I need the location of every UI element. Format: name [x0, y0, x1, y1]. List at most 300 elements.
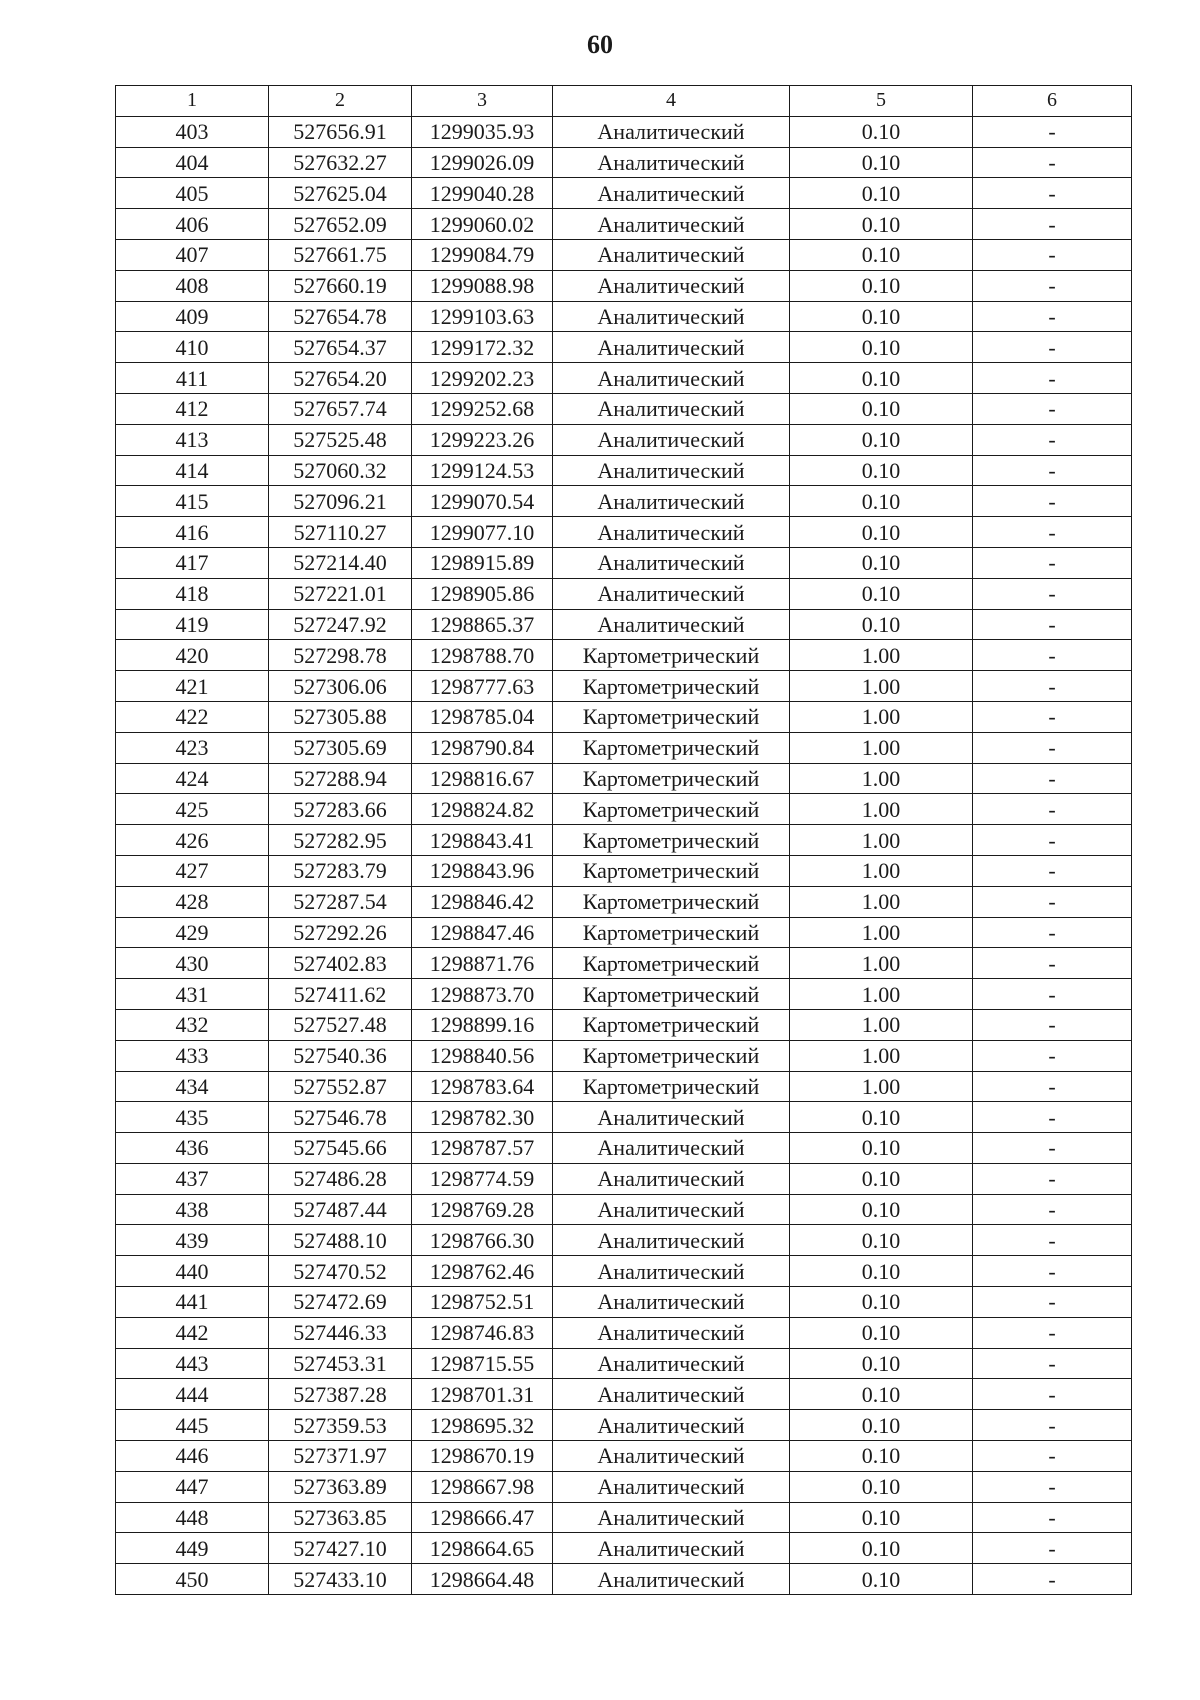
point-number-cell: 403 — [116, 116, 269, 147]
point-number-cell: 447 — [116, 1471, 269, 1502]
table-row — [116, 979, 1132, 1010]
x-coordinate-cell: 527660.19 — [269, 270, 412, 301]
point-number-cell: 434 — [116, 1071, 269, 1102]
method-cell: Картометрический — [553, 701, 790, 732]
note-cell: - — [973, 1040, 1132, 1071]
note-cell: - — [973, 332, 1132, 363]
note-cell: - — [973, 147, 1132, 178]
method-cell: Аналитический — [553, 609, 790, 640]
note-cell: - — [973, 209, 1132, 240]
note-cell: - — [973, 979, 1132, 1010]
method-cell: Картометрический — [553, 671, 790, 702]
x-coordinate-cell: 527488.10 — [269, 1225, 412, 1256]
point-number-cell: 409 — [116, 301, 269, 332]
table-row — [116, 209, 1132, 240]
accuracy-cell: 0.10 — [790, 1256, 973, 1287]
method-cell: Картометрический — [553, 825, 790, 856]
x-coordinate-cell: 527292.26 — [269, 917, 412, 948]
y-coordinate-cell: 1298790.84 — [412, 732, 553, 763]
method-cell: Аналитический — [553, 1502, 790, 1533]
x-coordinate-cell: 527525.48 — [269, 424, 412, 455]
point-number-cell: 417 — [116, 547, 269, 578]
x-coordinate-cell: 527060.32 — [269, 455, 412, 486]
table-row — [116, 948, 1132, 979]
point-number-cell: 418 — [116, 578, 269, 609]
x-coordinate-cell: 527661.75 — [269, 239, 412, 270]
x-coordinate-cell: 527096.21 — [269, 486, 412, 517]
y-coordinate-cell: 1298701.31 — [412, 1379, 553, 1410]
table-row — [116, 1379, 1132, 1410]
note-cell: - — [973, 1071, 1132, 1102]
y-coordinate-cell: 1298769.28 — [412, 1194, 553, 1225]
point-number-cell: 438 — [116, 1194, 269, 1225]
point-number-cell: 424 — [116, 763, 269, 794]
accuracy-cell: 1.00 — [790, 701, 973, 732]
method-cell: Аналитический — [553, 147, 790, 178]
x-coordinate-cell: 527453.31 — [269, 1348, 412, 1379]
note-cell: - — [973, 1410, 1132, 1441]
table-row — [116, 732, 1132, 763]
x-coordinate-cell: 527282.95 — [269, 825, 412, 856]
point-number-cell: 428 — [116, 886, 269, 917]
note-cell: - — [973, 1379, 1132, 1410]
accuracy-cell: 1.00 — [790, 732, 973, 763]
y-coordinate-cell: 1298695.32 — [412, 1410, 553, 1441]
point-number-cell: 441 — [116, 1287, 269, 1318]
table-row — [116, 917, 1132, 948]
y-coordinate-cell: 1298774.59 — [412, 1163, 553, 1194]
point-number-cell: 404 — [116, 147, 269, 178]
point-number-cell: 433 — [116, 1040, 269, 1071]
accuracy-cell: 0.10 — [790, 1379, 973, 1410]
note-cell: - — [973, 517, 1132, 548]
note-cell: - — [973, 1441, 1132, 1472]
method-cell: Картометрический — [553, 948, 790, 979]
table-row — [116, 1225, 1132, 1256]
note-cell: - — [973, 363, 1132, 394]
table-row — [116, 147, 1132, 178]
note-cell: - — [973, 1133, 1132, 1164]
point-number-cell: 440 — [116, 1256, 269, 1287]
point-number-cell: 421 — [116, 671, 269, 702]
note-cell: - — [973, 178, 1132, 209]
method-cell: Аналитический — [553, 1441, 790, 1472]
table-row — [116, 1009, 1132, 1040]
method-cell: Аналитический — [553, 1194, 790, 1225]
accuracy-cell: 0.10 — [790, 363, 973, 394]
x-coordinate-cell: 527363.85 — [269, 1502, 412, 1533]
method-cell: Аналитический — [553, 301, 790, 332]
method-cell: Аналитический — [553, 393, 790, 424]
note-cell: - — [973, 116, 1132, 147]
point-number-cell: 419 — [116, 609, 269, 640]
column-header: 4 — [553, 86, 790, 117]
table-row — [116, 763, 1132, 794]
y-coordinate-cell: 1298905.86 — [412, 578, 553, 609]
y-coordinate-cell: 1299088.98 — [412, 270, 553, 301]
note-cell: - — [973, 1102, 1132, 1133]
method-cell: Аналитический — [553, 332, 790, 363]
method-cell: Аналитический — [553, 1533, 790, 1564]
table-row — [116, 701, 1132, 732]
table-row — [116, 1071, 1132, 1102]
x-coordinate-cell: 527654.78 — [269, 301, 412, 332]
x-coordinate-cell: 527110.27 — [269, 517, 412, 548]
point-number-cell: 427 — [116, 855, 269, 886]
method-cell: Картометрический — [553, 763, 790, 794]
table-row — [116, 794, 1132, 825]
method-cell: Картометрический — [553, 1040, 790, 1071]
x-coordinate-cell: 527214.40 — [269, 547, 412, 578]
method-cell: Аналитический — [553, 1225, 790, 1256]
x-coordinate-cell: 527283.66 — [269, 794, 412, 825]
y-coordinate-cell: 1298846.42 — [412, 886, 553, 917]
note-cell: - — [973, 1317, 1132, 1348]
y-coordinate-cell: 1299124.53 — [412, 455, 553, 486]
note-cell: - — [973, 455, 1132, 486]
y-coordinate-cell: 1299040.28 — [412, 178, 553, 209]
accuracy-cell: 0.10 — [790, 1133, 973, 1164]
point-number-cell: 436 — [116, 1133, 269, 1164]
accuracy-cell: 0.10 — [790, 1410, 973, 1441]
x-coordinate-cell: 527306.06 — [269, 671, 412, 702]
x-coordinate-cell: 527487.44 — [269, 1194, 412, 1225]
table-row — [116, 1441, 1132, 1472]
x-coordinate-cell: 527545.66 — [269, 1133, 412, 1164]
method-cell: Аналитический — [553, 270, 790, 301]
y-coordinate-cell: 1299223.26 — [412, 424, 553, 455]
accuracy-cell: 1.00 — [790, 979, 973, 1010]
point-number-cell: 422 — [116, 701, 269, 732]
method-cell: Картометрический — [553, 855, 790, 886]
table-row — [116, 1133, 1132, 1164]
table-row — [116, 609, 1132, 640]
point-number-cell: 415 — [116, 486, 269, 517]
table-row — [116, 301, 1132, 332]
y-coordinate-cell: 1298664.65 — [412, 1533, 553, 1564]
point-number-cell: 412 — [116, 393, 269, 424]
y-coordinate-cell: 1298664.48 — [412, 1564, 553, 1595]
table-row — [116, 270, 1132, 301]
table-row — [116, 1256, 1132, 1287]
method-cell: Аналитический — [553, 1317, 790, 1348]
note-cell: - — [973, 1533, 1132, 1564]
accuracy-cell: 0.10 — [790, 1441, 973, 1472]
point-number-cell: 442 — [116, 1317, 269, 1348]
x-coordinate-cell: 527402.83 — [269, 948, 412, 979]
x-coordinate-cell: 527305.88 — [269, 701, 412, 732]
table-row — [116, 1163, 1132, 1194]
point-number-cell: 423 — [116, 732, 269, 763]
method-cell: Аналитический — [553, 1163, 790, 1194]
x-coordinate-cell: 527283.79 — [269, 855, 412, 886]
table-row — [116, 239, 1132, 270]
x-coordinate-cell: 527433.10 — [269, 1564, 412, 1595]
accuracy-cell: 0.10 — [790, 424, 973, 455]
accuracy-cell: 0.10 — [790, 1287, 973, 1318]
y-coordinate-cell: 1298847.46 — [412, 917, 553, 948]
column-header: 3 — [412, 86, 553, 117]
method-cell: Картометрический — [553, 979, 790, 1010]
note-cell: - — [973, 701, 1132, 732]
x-coordinate-cell: 527540.36 — [269, 1040, 412, 1071]
column-header: 6 — [973, 86, 1132, 117]
accuracy-cell: 0.10 — [790, 547, 973, 578]
x-coordinate-cell: 527371.97 — [269, 1441, 412, 1472]
y-coordinate-cell: 1298783.64 — [412, 1071, 553, 1102]
point-number-cell: 448 — [116, 1502, 269, 1533]
accuracy-cell: 0.10 — [790, 301, 973, 332]
method-cell: Аналитический — [553, 363, 790, 394]
table-row — [116, 1102, 1132, 1133]
table-row — [116, 455, 1132, 486]
x-coordinate-cell: 527411.62 — [269, 979, 412, 1010]
accuracy-cell: 0.10 — [790, 147, 973, 178]
accuracy-cell: 0.10 — [790, 239, 973, 270]
y-coordinate-cell: 1298865.37 — [412, 609, 553, 640]
accuracy-cell: 1.00 — [790, 763, 973, 794]
y-coordinate-cell: 1299252.68 — [412, 393, 553, 424]
point-number-cell: 443 — [116, 1348, 269, 1379]
note-cell: - — [973, 917, 1132, 948]
x-coordinate-cell: 527527.48 — [269, 1009, 412, 1040]
y-coordinate-cell: 1298787.57 — [412, 1133, 553, 1164]
y-coordinate-cell: 1299202.23 — [412, 363, 553, 394]
note-cell: - — [973, 732, 1132, 763]
accuracy-cell: 0.10 — [790, 486, 973, 517]
accuracy-cell: 0.10 — [790, 1194, 973, 1225]
method-cell: Аналитический — [553, 455, 790, 486]
note-cell: - — [973, 1348, 1132, 1379]
accuracy-cell: 0.10 — [790, 393, 973, 424]
y-coordinate-cell: 1298873.70 — [412, 979, 553, 1010]
accuracy-cell: 1.00 — [790, 794, 973, 825]
point-number-cell: 429 — [116, 917, 269, 948]
note-cell: - — [973, 486, 1132, 517]
x-coordinate-cell: 527486.28 — [269, 1163, 412, 1194]
accuracy-cell: 0.10 — [790, 270, 973, 301]
table-row — [116, 1502, 1132, 1533]
y-coordinate-cell: 1298840.56 — [412, 1040, 553, 1071]
table-row — [116, 1471, 1132, 1502]
method-cell: Картометрический — [553, 732, 790, 763]
y-coordinate-cell: 1299103.63 — [412, 301, 553, 332]
method-cell: Аналитический — [553, 209, 790, 240]
x-coordinate-cell: 527656.91 — [269, 116, 412, 147]
x-coordinate-cell: 527552.87 — [269, 1071, 412, 1102]
y-coordinate-cell: 1298843.96 — [412, 855, 553, 886]
accuracy-cell: 0.10 — [790, 178, 973, 209]
table-row — [116, 332, 1132, 363]
method-cell: Аналитический — [553, 1256, 790, 1287]
method-cell: Аналитический — [553, 1564, 790, 1595]
y-coordinate-cell: 1298777.63 — [412, 671, 553, 702]
y-coordinate-cell: 1298915.89 — [412, 547, 553, 578]
accuracy-cell: 0.10 — [790, 1502, 973, 1533]
accuracy-cell: 1.00 — [790, 671, 973, 702]
point-number-cell: 435 — [116, 1102, 269, 1133]
table-row — [116, 855, 1132, 886]
note-cell: - — [973, 1564, 1132, 1595]
x-coordinate-cell: 527470.52 — [269, 1256, 412, 1287]
accuracy-cell: 1.00 — [790, 948, 973, 979]
accuracy-cell: 0.10 — [790, 1102, 973, 1133]
point-number-cell: 411 — [116, 363, 269, 394]
method-cell: Аналитический — [553, 486, 790, 517]
method-cell: Аналитический — [553, 1133, 790, 1164]
note-cell: - — [973, 578, 1132, 609]
y-coordinate-cell: 1298788.70 — [412, 640, 553, 671]
accuracy-cell: 1.00 — [790, 855, 973, 886]
table-row — [116, 1533, 1132, 1564]
accuracy-cell: 1.00 — [790, 917, 973, 948]
point-number-cell: 445 — [116, 1410, 269, 1441]
accuracy-cell: 1.00 — [790, 1009, 973, 1040]
accuracy-cell: 1.00 — [790, 825, 973, 856]
method-cell: Аналитический — [553, 578, 790, 609]
x-coordinate-cell: 527632.27 — [269, 147, 412, 178]
accuracy-cell: 0.10 — [790, 578, 973, 609]
note-cell: - — [973, 1194, 1132, 1225]
table-row — [116, 671, 1132, 702]
y-coordinate-cell: 1299070.54 — [412, 486, 553, 517]
y-coordinate-cell: 1299172.32 — [412, 332, 553, 363]
point-number-cell: 414 — [116, 455, 269, 486]
y-coordinate-cell: 1299035.93 — [412, 116, 553, 147]
point-number-cell: 413 — [116, 424, 269, 455]
x-coordinate-cell: 527427.10 — [269, 1533, 412, 1564]
column-header: 1 — [116, 86, 269, 117]
method-cell: Аналитический — [553, 517, 790, 548]
table-row — [116, 486, 1132, 517]
point-number-cell: 449 — [116, 1533, 269, 1564]
accuracy-cell: 0.10 — [790, 116, 973, 147]
accuracy-cell: 0.10 — [790, 1225, 973, 1256]
note-cell: - — [973, 1502, 1132, 1533]
accuracy-cell: 0.10 — [790, 1471, 973, 1502]
note-cell: - — [973, 886, 1132, 917]
page-number: 60 — [587, 30, 613, 59]
table-row — [116, 886, 1132, 917]
table-row — [116, 424, 1132, 455]
note-cell: - — [973, 855, 1132, 886]
method-cell: Картометрический — [553, 1009, 790, 1040]
x-coordinate-cell: 527221.01 — [269, 578, 412, 609]
note-cell: - — [973, 1009, 1132, 1040]
method-cell: Картометрический — [553, 917, 790, 948]
point-number-cell: 408 — [116, 270, 269, 301]
note-cell: - — [973, 1287, 1132, 1318]
point-number-cell: 437 — [116, 1163, 269, 1194]
column-header: 2 — [269, 86, 412, 117]
note-cell: - — [973, 825, 1132, 856]
point-number-cell: 406 — [116, 209, 269, 240]
method-cell: Картометрический — [553, 1071, 790, 1102]
y-coordinate-cell: 1299077.10 — [412, 517, 553, 548]
y-coordinate-cell: 1298816.67 — [412, 763, 553, 794]
x-coordinate-cell: 527387.28 — [269, 1379, 412, 1410]
point-number-cell: 407 — [116, 239, 269, 270]
table-row — [116, 1410, 1132, 1441]
y-coordinate-cell: 1298899.16 — [412, 1009, 553, 1040]
accuracy-cell: 0.10 — [790, 1317, 973, 1348]
point-number-cell: 444 — [116, 1379, 269, 1410]
x-coordinate-cell: 527287.54 — [269, 886, 412, 917]
note-cell: - — [973, 640, 1132, 671]
point-number-cell: 450 — [116, 1564, 269, 1595]
x-coordinate-cell: 527657.74 — [269, 393, 412, 424]
note-cell: - — [973, 239, 1132, 270]
y-coordinate-cell: 1298766.30 — [412, 1225, 553, 1256]
x-coordinate-cell: 527472.69 — [269, 1287, 412, 1318]
x-coordinate-cell: 527546.78 — [269, 1102, 412, 1133]
point-number-cell: 426 — [116, 825, 269, 856]
table-row — [116, 547, 1132, 578]
note-cell: - — [973, 609, 1132, 640]
x-coordinate-cell: 527654.20 — [269, 363, 412, 394]
x-coordinate-cell: 527359.53 — [269, 1410, 412, 1441]
table-row — [116, 1348, 1132, 1379]
x-coordinate-cell: 527652.09 — [269, 209, 412, 240]
accuracy-cell: 1.00 — [790, 1071, 973, 1102]
point-number-cell: 405 — [116, 178, 269, 209]
accuracy-cell: 0.10 — [790, 1533, 973, 1564]
point-number-cell: 430 — [116, 948, 269, 979]
x-coordinate-cell: 527247.92 — [269, 609, 412, 640]
y-coordinate-cell: 1299060.02 — [412, 209, 553, 240]
table-row — [116, 1194, 1132, 1225]
point-number-cell: 425 — [116, 794, 269, 825]
table-row — [116, 178, 1132, 209]
y-coordinate-cell: 1298670.19 — [412, 1441, 553, 1472]
y-coordinate-cell: 1298782.30 — [412, 1102, 553, 1133]
y-coordinate-cell: 1298667.98 — [412, 1471, 553, 1502]
y-coordinate-cell: 1298715.55 — [412, 1348, 553, 1379]
y-coordinate-cell: 1298871.76 — [412, 948, 553, 979]
x-coordinate-cell: 527446.33 — [269, 1317, 412, 1348]
x-coordinate-cell: 527305.69 — [269, 732, 412, 763]
y-coordinate-cell: 1298824.82 — [412, 794, 553, 825]
x-coordinate-cell: 527363.89 — [269, 1471, 412, 1502]
table-row — [116, 517, 1132, 548]
table-row — [116, 116, 1132, 147]
note-cell: - — [973, 671, 1132, 702]
method-cell: Аналитический — [553, 1410, 790, 1441]
table-row — [116, 1040, 1132, 1071]
point-number-cell: 410 — [116, 332, 269, 363]
method-cell: Аналитический — [553, 116, 790, 147]
note-cell: - — [973, 393, 1132, 424]
accuracy-cell: 1.00 — [790, 1040, 973, 1071]
y-coordinate-cell: 1298746.83 — [412, 1317, 553, 1348]
accuracy-cell: 0.10 — [790, 1564, 973, 1595]
method-cell: Аналитический — [553, 178, 790, 209]
method-cell: Аналитический — [553, 1471, 790, 1502]
method-cell: Картометрический — [553, 640, 790, 671]
y-coordinate-cell: 1298843.41 — [412, 825, 553, 856]
table-row — [116, 825, 1132, 856]
table-row — [116, 1287, 1132, 1318]
accuracy-cell: 0.10 — [790, 517, 973, 548]
y-coordinate-cell: 1298752.51 — [412, 1287, 553, 1318]
method-cell: Аналитический — [553, 547, 790, 578]
point-number-cell: 416 — [116, 517, 269, 548]
x-coordinate-cell: 527625.04 — [269, 178, 412, 209]
table-row — [116, 393, 1132, 424]
note-cell: - — [973, 424, 1132, 455]
accuracy-cell: 0.10 — [790, 455, 973, 486]
note-cell: - — [973, 794, 1132, 825]
